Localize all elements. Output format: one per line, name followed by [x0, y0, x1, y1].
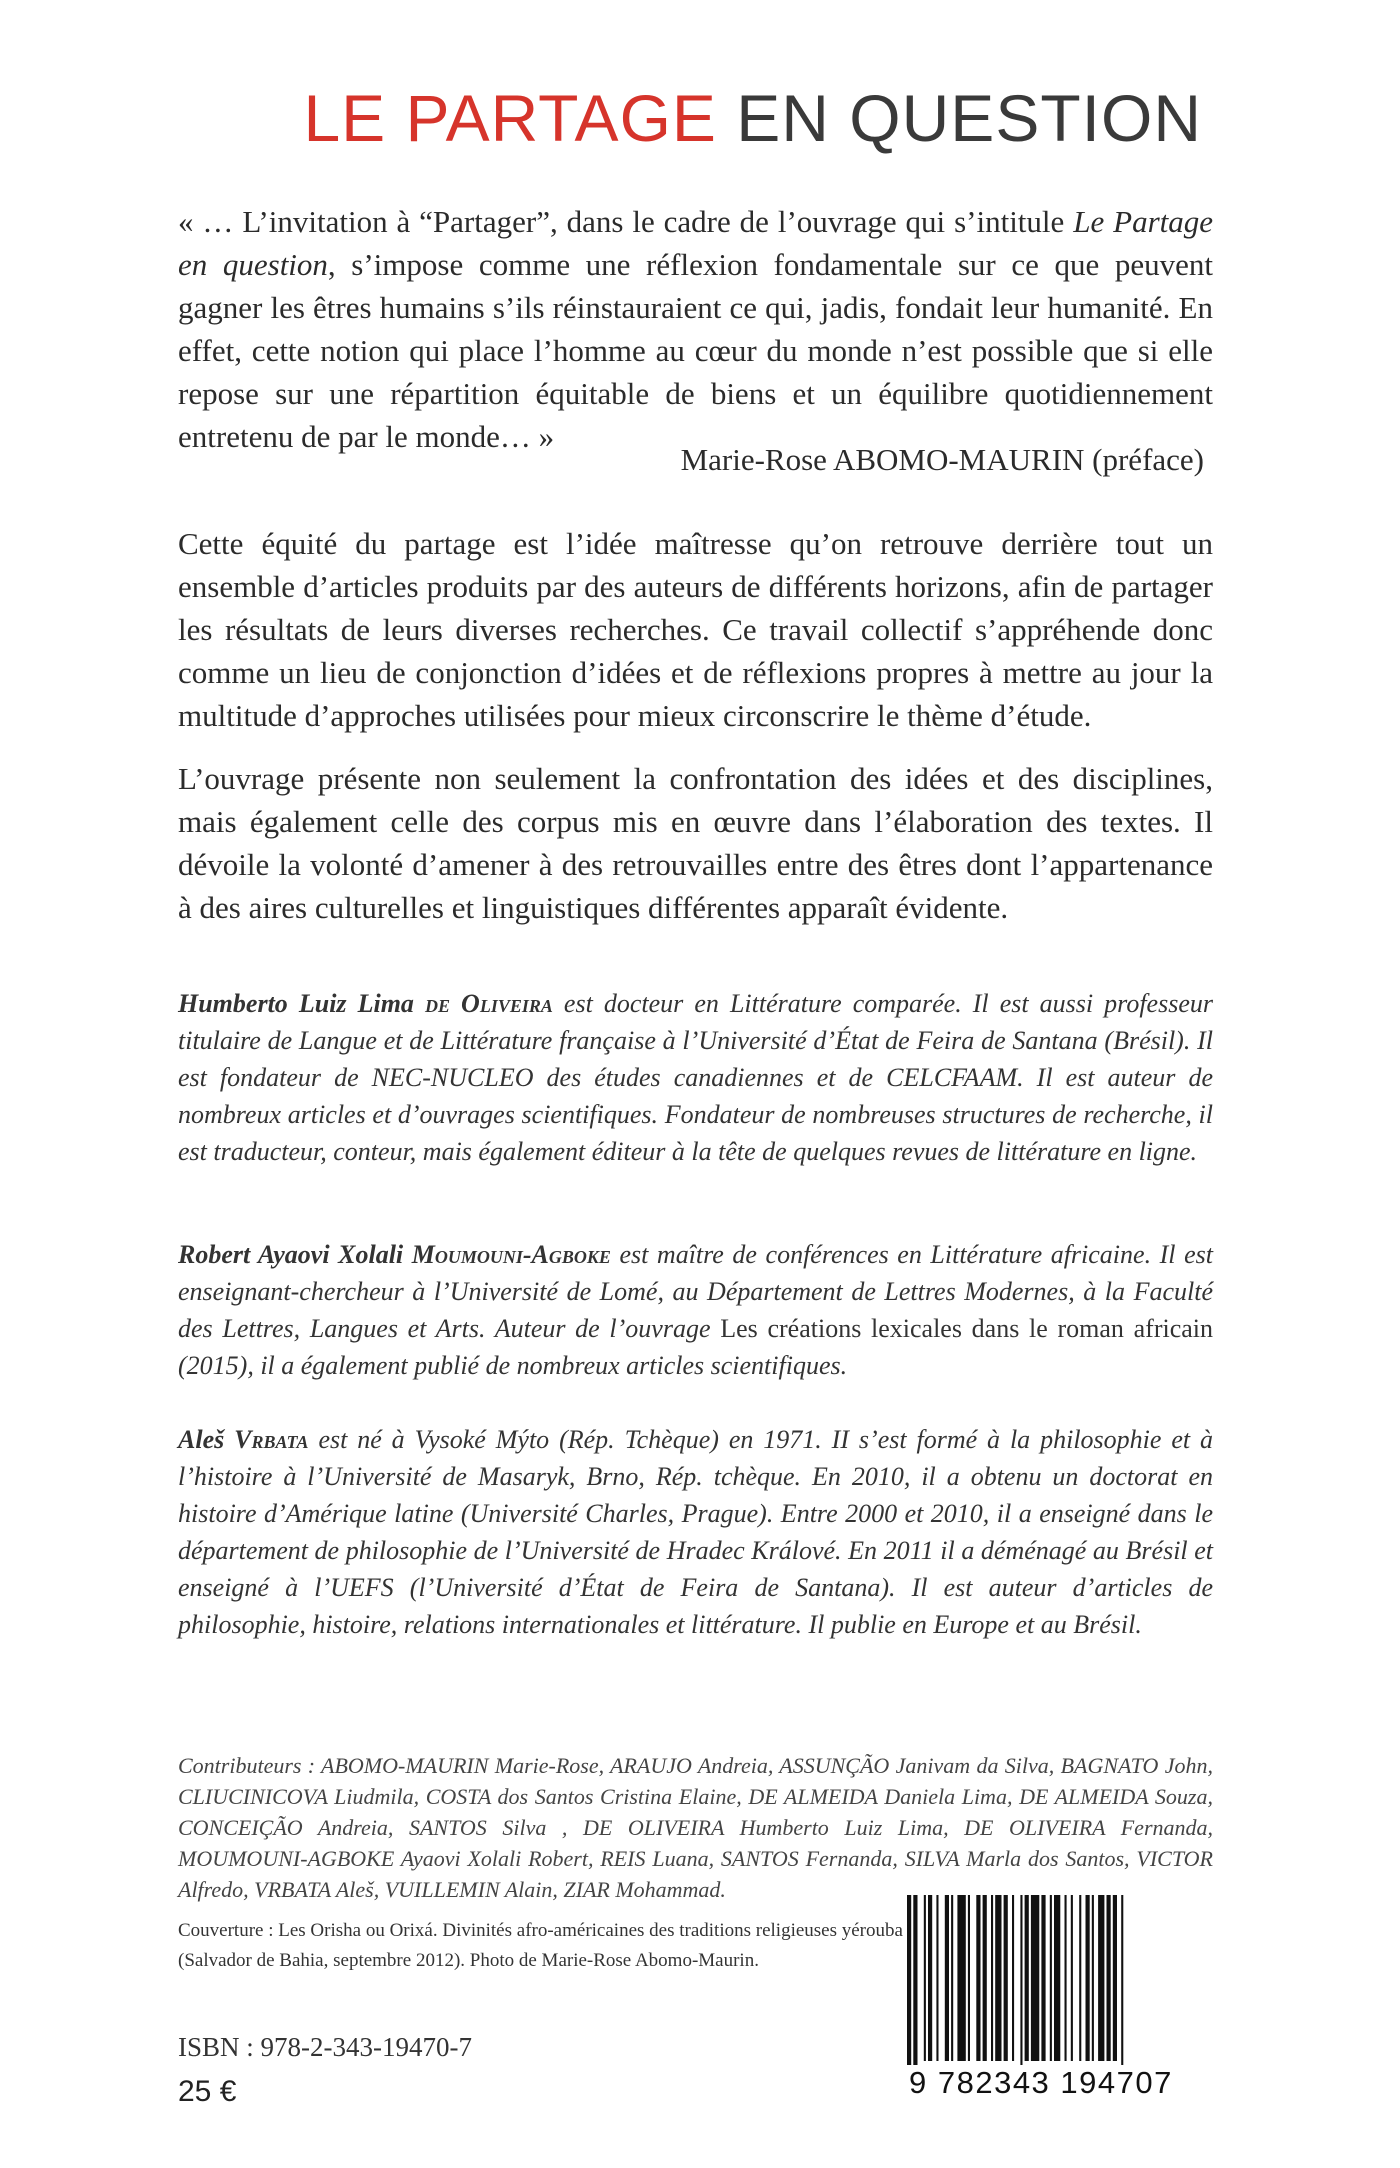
barcode-bar	[936, 1895, 938, 2061]
author-name: Aleš	[178, 1425, 225, 1454]
author-bio-text: est docteur en Littérature comparée. Il est aussi professeur titulaire de Langue et de Littérature française à l’Université d’État de Feira de Santana (Brésil). Il est fondateur de NEC-NUCLEO des études canadiennes et de CELCFAAM. Il est auteur de nombreux articles et d’ouvrages scientifiques. Fondateur de nombreuses structures de recherche, il est traducteur, conteur, mais également éditeur à la tête de quelques revues de littérature en ligne.	[178, 989, 1213, 1166]
author-name: Robert Ayaovi Xolali	[178, 1240, 404, 1269]
barcode-bar	[1092, 1895, 1094, 2061]
author-bio-text: est né à Vysoké Mýto (Rép. Tchèque) en 1971. II s’est formé à la philosophie et à l’histoire à l’Université de Masaryk, Brno, Rép. tchèque. En 2010, il a obtenu un doctorat en histoire d’Amérique latine (Université Charles, Prague). Entre 2000 et 2010, il a enseigné dans le département de philosophie de l’Université de Hradec Králové. En 2011 il a déménagé au Brésil et enseigné à l’UEFS (l’Université d’État de Feira de Santana). Il est auteur d’articles de philosophie, histoire, relations internationales et littérature. Il publie en Europe et au Brésil.	[178, 1425, 1214, 1639]
price: 25 €	[178, 2075, 237, 2108]
preface-quote	[178, 200, 1213, 458]
barcode-bar	[913, 1895, 917, 2065]
barcode-bar	[983, 1895, 987, 2061]
barcode-bar	[1020, 1895, 1022, 2065]
barcode-bar	[1098, 1895, 1104, 2061]
summary-paragraph-1: Cette équité du partage est l’idée maîtresse qu’on retrouve derrière tout un ensemble d’articles produits par des auteurs de différents horizons, afin de partager les résultats de leurs diverses recherches. Ce travail collectif s’appréhende donc comme un lieu de conjonction d’idées et de réflexions propres à mettre au jour la multitude d’approches utilisées pour mieux circonscrire le thème d’étude.	[178, 526, 1213, 733]
barcode-bars	[895, 1895, 1205, 2065]
barcode-bar	[1031, 1895, 1039, 2061]
barcode-bar	[924, 1895, 926, 2061]
barcode-bar	[1025, 1895, 1029, 2061]
summary-paragraph-2: L’ouvrage présente non seulement la confrontation des idées et des disciplines, mais également celle des corpus mis en œuvre dans l’élaboration des textes. Il dévoile la volonté d’amener à des retrouvailles entre des êtres dont l’appartenance à des aires culturelles et linguistiques différentes apparaît évidente.	[178, 761, 1213, 925]
barcode-bar	[968, 1895, 970, 2061]
quote-book-title: Le Partage en question	[178, 204, 1214, 282]
barcode-bar	[1065, 1895, 1067, 2061]
author-bio-oliveira	[178, 985, 1213, 1170]
barcode-bar	[1071, 1895, 1073, 2061]
barcode-bar	[1079, 1895, 1081, 2061]
barcode-bar	[1012, 1895, 1014, 2061]
author-surname: Vrbata	[234, 1425, 309, 1454]
author-book-title: Les créations lexicales dans le roman africain	[720, 1314, 1213, 1343]
barcode	[895, 1895, 1205, 2105]
barcode-bar	[1107, 1895, 1111, 2061]
author-bio-text: (2015), il a également publié de nombreux articles scientifiques.	[178, 1351, 848, 1380]
title-part-red: LE PARTAGE	[303, 81, 717, 155]
barcode-bar	[945, 1895, 949, 2061]
barcode-bar	[1113, 1895, 1117, 2061]
barcode-bar	[1121, 1895, 1123, 2065]
contributors-list: Contributeurs : ABOMO-MAURIN Marie-Rose, ARAUJO Andreia, ASSUNÇÃO Janivam da Silva, BAGNATO John, CLIUCINICOVA Liudmila, COSTA dos Santos Cristina Elaine, DE ALMEIDA Daniela Lima, DE ALMEIDA Souza, CONCEIÇÃO Andreia, SANTOS Silva , DE OLIVEIRA Humberto Luiz Lima, DE OLIVEIRA Fernanda, MOUMOUNI-AGBOKE Ayaovi Xolali Robert, REIS Luana, SANTOS Fernanda, SILVA Marla dos Santos, VICTOR Alfredo, VRBATA Aleš, VUILLEMIN Alain, ZIAR Mohammad.	[178, 1753, 1213, 1902]
author-surname: de Oliveira	[424, 989, 553, 1018]
quote-text-start: « … L’invitation à “Partager”, dans le cadre de l’ouvrage qui s’intitule	[178, 204, 1074, 239]
barcode-bar	[1041, 1895, 1045, 2061]
cover-credit: Couverture : Les Orisha ou Orixá. Divinités afro-américaines des traditions religieuses yérouba (Salvador de Bahia, septembre 2012). Photo de Marie-Rose Abomo-Maurin.	[178, 1920, 903, 1971]
quote-attribution: Marie-Rose ABOMO-MAURIN (préface)	[680, 442, 1204, 477]
barcode-bar	[907, 1895, 911, 2065]
barcode-bar	[1050, 1895, 1052, 2061]
barcode-bar	[951, 1895, 953, 2061]
barcode-digits: 9 782343 194707	[909, 2065, 1173, 2100]
barcode-bar	[991, 1895, 993, 2061]
book-title	[303, 80, 1202, 156]
title-part-dark: EN QUESTION	[736, 81, 1202, 155]
barcode-bar	[1054, 1895, 1060, 2061]
quote-text-end: , s’impose comme une réflexion fondamentale sur ce que peuvent gagner les êtres humains s’ils réinstauraient ce qui, jadis, fondait leur humanité. En effet, cette notion qui place l’homme au cœur du monde n’est possible que si elle repose sur une répartition équitable de biens et un équilibre quotidiennement entretenu de par le monde… »	[178, 247, 1213, 454]
barcode-bar	[976, 1895, 980, 2061]
author-bio-text: est maître de conférences en Littérature africaine. Il est enseignant-chercheur à l’Université de Lomé, au Département de Lettres Modernes, à la Faculté des Lettres, Langues et Arts. Auteur de l’ouvrage	[178, 1240, 1213, 1343]
author-surname: Moumouni-Agboke	[411, 1240, 611, 1269]
barcode-bar	[928, 1895, 932, 2061]
isbn: ISBN : 978-2-343-19470-7	[178, 2032, 472, 2062]
barcode-bar	[957, 1895, 965, 2061]
barcode-bar	[1004, 1895, 1008, 2061]
author-bio-vrbata	[178, 1421, 1213, 1643]
author-name: Humberto Luiz Lima	[178, 989, 414, 1018]
barcode-bar	[1086, 1895, 1090, 2061]
author-bio-moumouni	[178, 1236, 1213, 1384]
barcode-bar	[995, 1895, 1001, 2061]
